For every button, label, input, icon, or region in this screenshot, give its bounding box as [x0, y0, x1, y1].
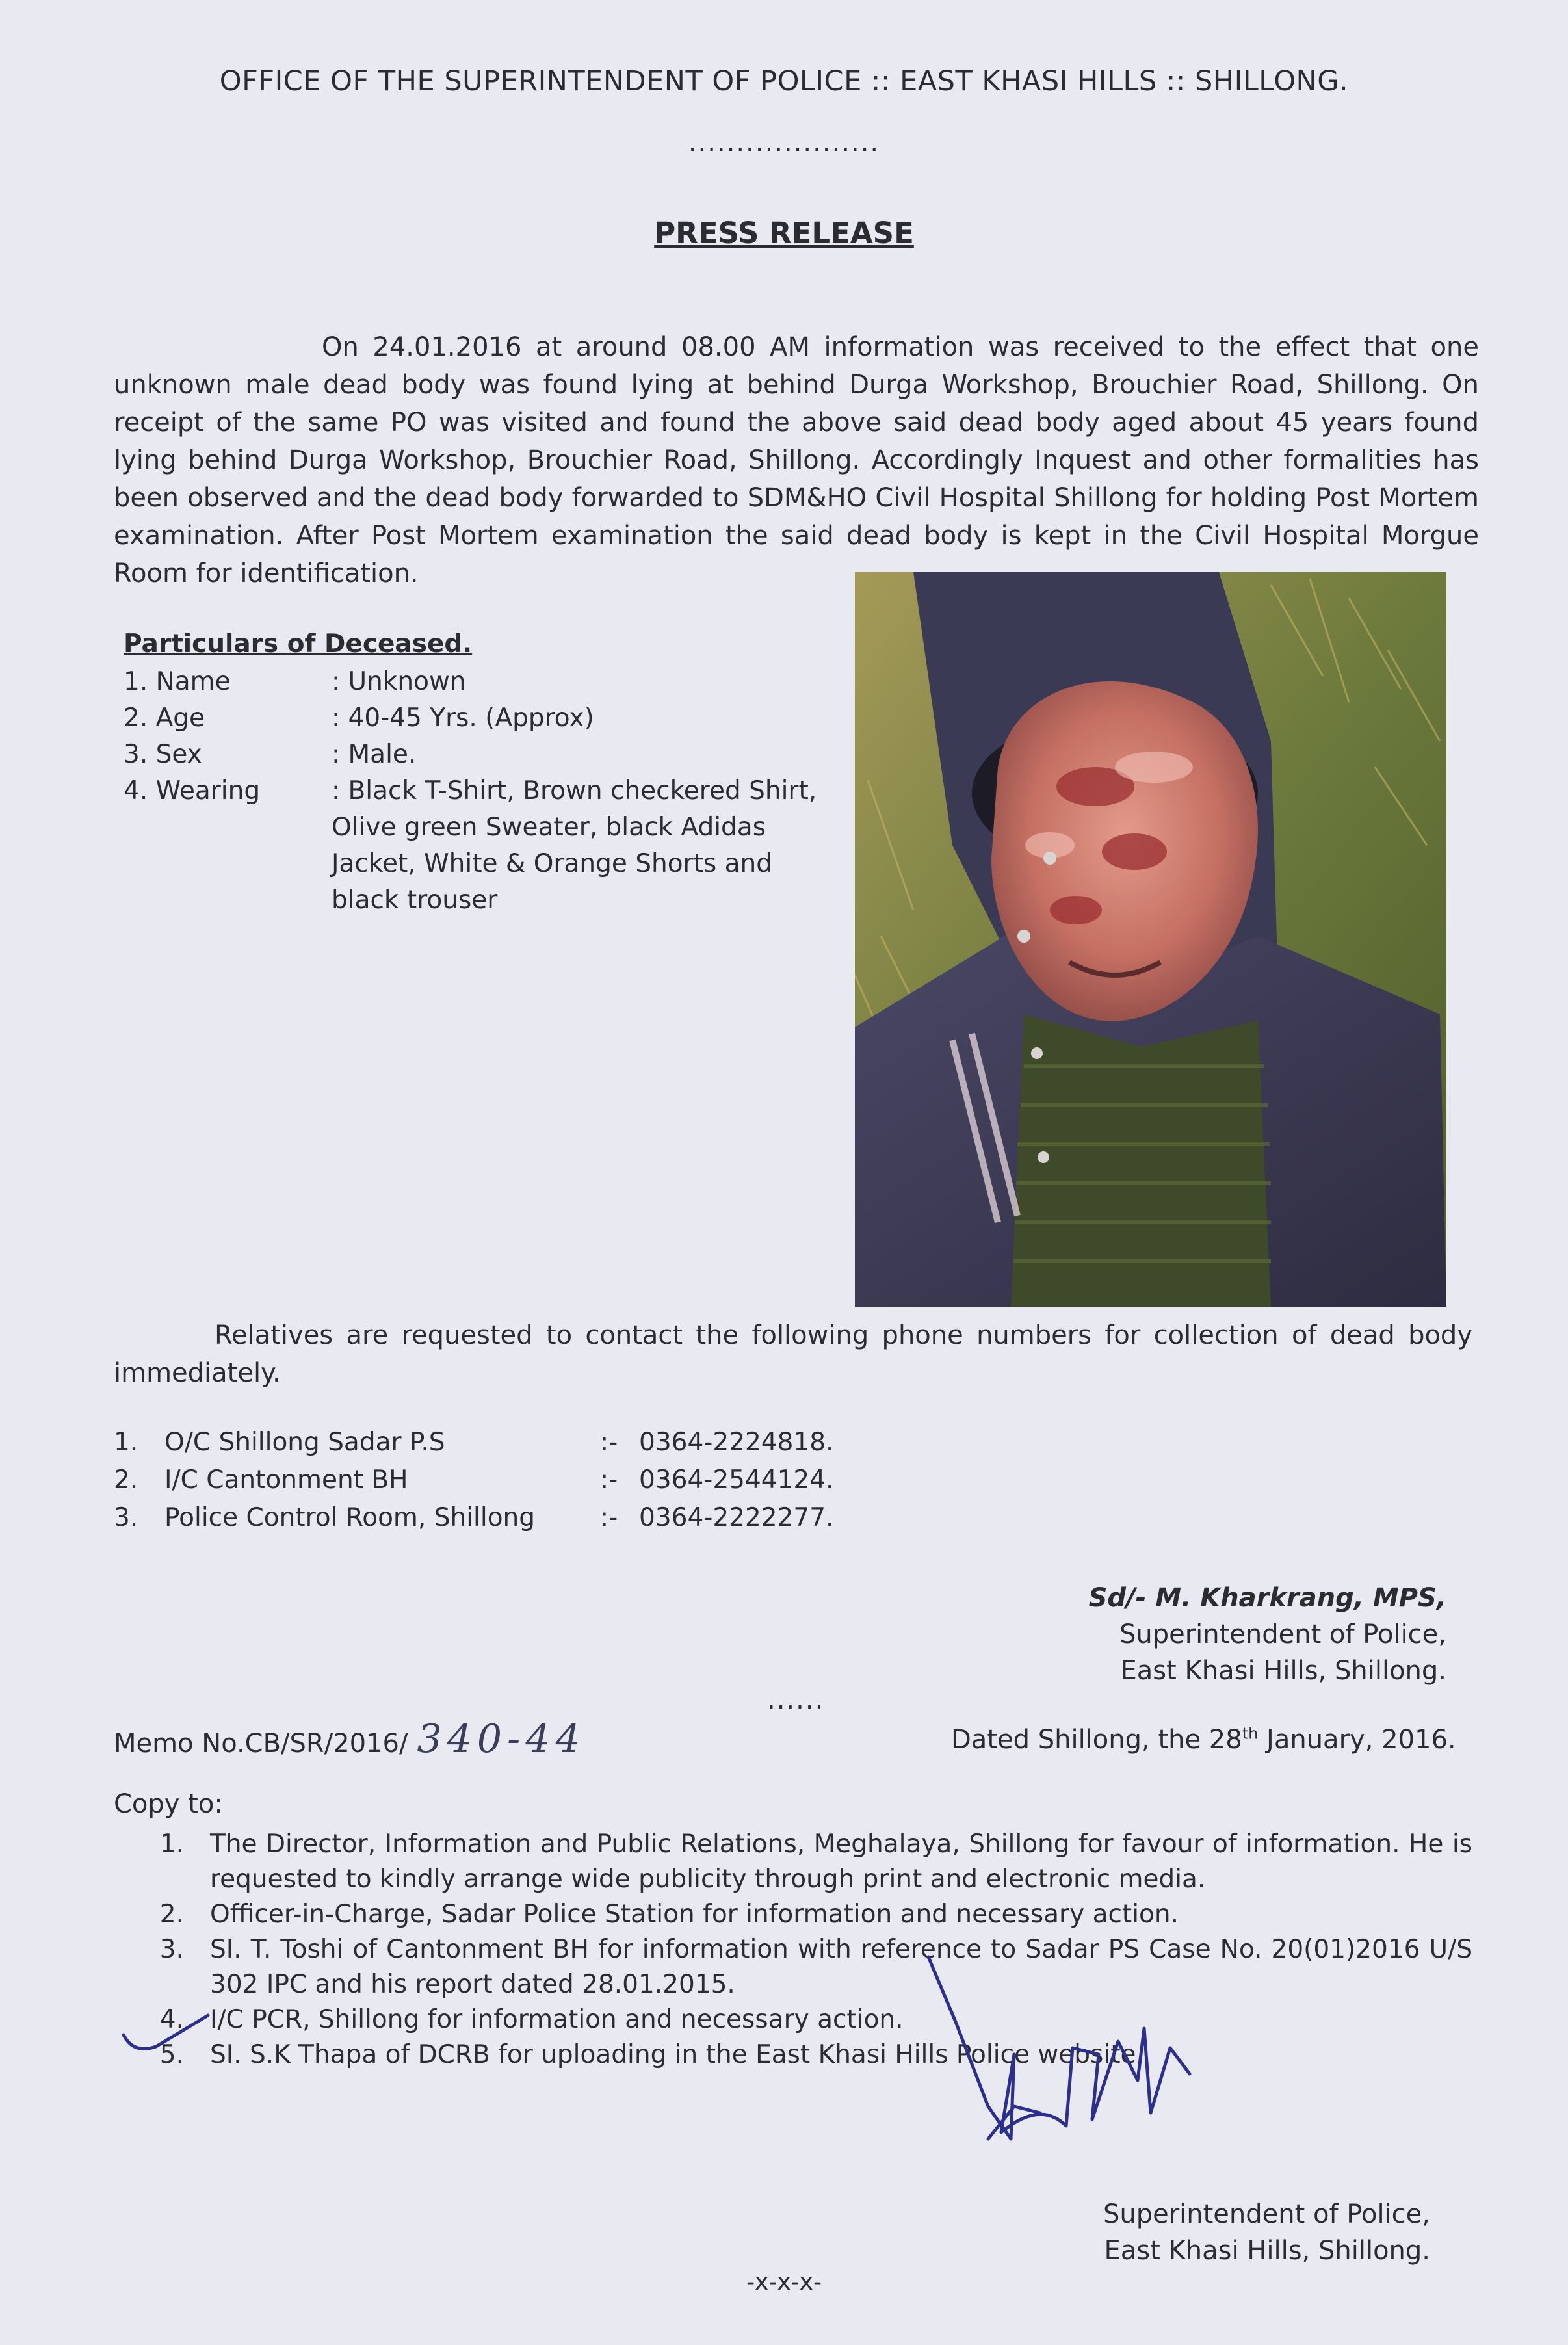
particulars-value: : Male.: [332, 740, 417, 769]
dated-suffix: January, 2016.: [1258, 1725, 1456, 1755]
dated-line: [951, 1724, 1456, 1755]
press-release-title: PRESS RELEASE: [654, 216, 914, 250]
copy-item: [114, 1897, 1472, 1932]
memo-handwritten-number: 340-44: [417, 1716, 586, 1762]
copy-item-text: SI. S.K Thapa of DCRB for uploading in the East Khasi Hills Police website.: [210, 2040, 1144, 2069]
particulars-row: [124, 773, 839, 919]
contact-row: [114, 1461, 894, 1499]
particulars-label: 1. Name: [124, 667, 231, 696]
memo-number: [114, 1716, 586, 1762]
body-paragraph: [114, 328, 1479, 592]
contact-phone: 0364-2224818.: [639, 1428, 834, 1457]
contact-name: I/C Cantonment BH: [164, 1465, 408, 1495]
contact-separator: :-: [600, 1503, 618, 1532]
particulars-value: : 40-45 Yrs. (Approx): [332, 703, 594, 733]
particulars-heading: Particulars of Deceased.: [124, 629, 473, 659]
particulars-value: : Black T-Shirt, Brown checkered Shirt, Olive green Sweater, black Adidas Jacket, White & Orange Shorts and black trouser: [332, 776, 817, 915]
copy-item-text: SI. T. Toshi of Cantonment BH for information with reference to Sadar PS Case No. 20(01)2016 U/S 302 IPC and his report dated 28.01.2015.: [210, 1935, 1472, 1999]
memo-label: Memo No.CB/SR/2016/: [114, 1729, 408, 1759]
signatory-place: East Khasi Hills, Shillong.: [1120, 1656, 1446, 1686]
particulars-of-deceased: [124, 629, 839, 919]
particulars-label: 2. Age: [124, 703, 205, 733]
separator-dots: ......: [767, 1685, 825, 1715]
copy-item-text: I/C PCR, Shillong for information and necessary action.: [210, 2005, 904, 2034]
contact-row: [114, 1424, 894, 1461]
signature-block: [975, 1580, 1446, 1689]
copy-item-number: 5.: [159, 2040, 184, 2069]
relatives-request: [114, 1317, 1472, 1392]
copy-item-text: The Director, Information and Public Relations, Meghalaya, Shillong for favour of information. He is requested to kindly arrange wide publicity through print and electronic media.: [210, 1829, 1472, 1894]
copy-item: [114, 2037, 1472, 2073]
particulars-row: [124, 700, 839, 737]
footer-designation: Superintendent of Police,: [1103, 2199, 1430, 2229]
signatory-name: Sd/- M. Kharkrang, MPS,: [1088, 1583, 1446, 1613]
deceased-photo: [855, 572, 1446, 1307]
copy-item-number: 4.: [159, 2005, 184, 2034]
contact-separator: :-: [600, 1465, 618, 1495]
contact-number: 1.: [114, 1428, 138, 1457]
contact-row: [114, 1499, 894, 1537]
contact-number: 2.: [114, 1465, 138, 1495]
copy-item: [114, 1827, 1472, 1897]
particulars-label: 4. Wearing: [124, 776, 261, 806]
contact-number: 3.: [114, 1503, 138, 1532]
copy-item-number: 1.: [159, 1829, 184, 1859]
signatory-designation: Superintendent of Police,: [1119, 1619, 1446, 1649]
copy-item-text: Officer-in-Charge, Sadar Police Station for information and necessary action.: [210, 1900, 1179, 1929]
copy-to-list: [114, 1827, 1472, 2073]
end-mark: -x-x-x-: [746, 2269, 822, 2296]
body-paragraph-text: On 24.01.2016 at around 08.00 AM information was received to the effect that one unknown male dead body was found lying at behind Durga Workshop, Brouchier Road, Shillong. On receipt of the same PO was visited and found the above said dead body aged about 45 years found lying behind Durga Workshop, Brouchier Road, Shillong. Accordingly Inquest and other formalities has been observed and the dead body forwarded to SDM&HO Civil Hospital Shillong for holding Post Mortem examination. After Post Mortem examination the said dead body is kept in the Civil Hospital Morgue Room for identification.: [114, 332, 1479, 588]
copy-to-label: Copy to:: [114, 1789, 223, 1819]
copy-item: [114, 2002, 1472, 2037]
particulars-value: : Unknown: [332, 667, 466, 696]
header-dots: ....................: [688, 127, 880, 157]
office-header: OFFICE OF THE SUPERINTENDENT OF POLICE :: EAST KHASI HILLS :: SHILLONG.: [219, 65, 1349, 98]
dated-ordinal: th: [1242, 1724, 1259, 1743]
contact-name: O/C Shillong Sadar P.S: [164, 1428, 445, 1457]
signature-underline: [988, 2106, 1040, 2139]
footer-signature-block: [975, 2196, 1430, 2269]
relatives-request-text: Relatives are requested to contact the following phone numbers for collection of dead body immediately.: [114, 1320, 1472, 1388]
copy-item: [114, 1932, 1472, 2002]
footer-place: East Khasi Hills, Shillong.: [1104, 2236, 1430, 2266]
copy-item-number: 2.: [159, 1900, 184, 1929]
contact-name: Police Control Room, Shillong: [164, 1503, 536, 1532]
contact-phone: 0364-2544124.: [639, 1465, 834, 1495]
particulars-row: [124, 664, 839, 700]
particulars-row: [124, 737, 839, 773]
contact-list: [114, 1424, 894, 1537]
contact-phone: 0364-2222277.: [639, 1503, 834, 1532]
dated-prefix: Dated Shillong, the 28: [951, 1725, 1242, 1755]
particulars-label: 3. Sex: [124, 740, 202, 769]
contact-separator: :-: [600, 1428, 618, 1457]
copy-item-number: 3.: [159, 1935, 184, 1964]
